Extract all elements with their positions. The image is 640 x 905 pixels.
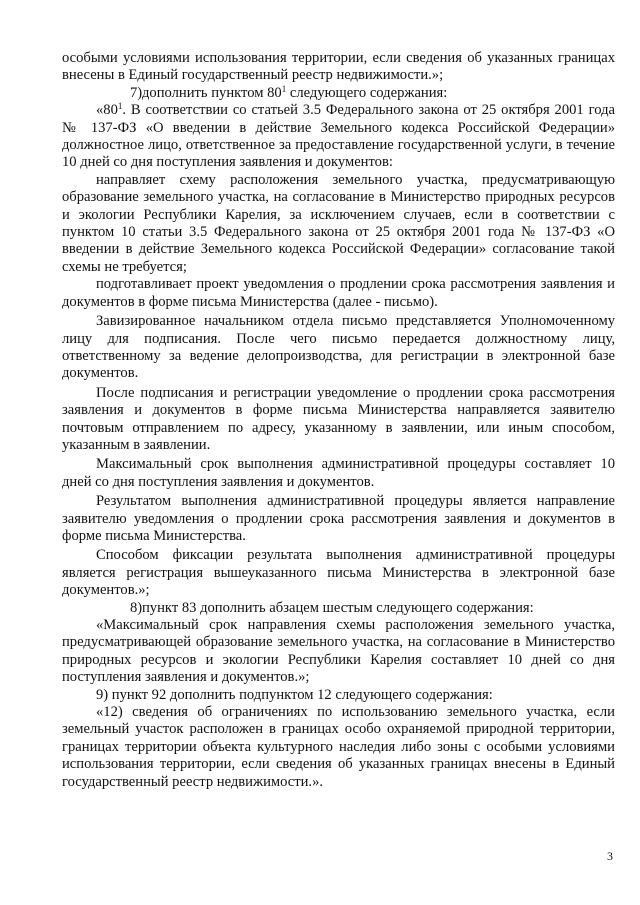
paragraph-max-term: Максимальный срок выполнения административной процедуры составляет 10 дней со дня поступления заявления и документов. [62,456,615,490]
page-number: 3 [607,849,613,863]
paragraph-result: Результатом выполнения административной процедуры является направление заявителю уведомления о продлении срока рассмотрения заявления и документов в форме письма Министерства. [62,493,615,544]
paragraph-fixation: Способом фиксации результата выполнения административной процедуры является регистрация вышеуказанного письма Министерства в электронной базе документов.»; [62,547,615,599]
paragraph-max-term-scheme: «Максимальный срок направления схемы расположения земельного участка, предусматривающей образование земельного участка, на согласование в Министерство природных ресурсов и экологии Республики Карелия составляет 10 дней со дня поступления заявления и документов.»; [62,617,615,686]
paragraph-after-signing: После подписания и регистрации уведомление о продлении срока рассмотрения заявления и документов в форме письма Министерства направляется заявителю почтовым отправлением по адресу, указанному в заявлении, или иным способом, указанным в заявлении. [62,384,615,453]
paragraph-text: . В соответствии со статьей 3.5 Федерального закона от 25 октября 2001 года № 137-ФЗ «О введении в действие Земельного кодекса Российской Федерации» должностное лицо, ответственное за предоставление государственной услуги, в течение 10 дней со дня поступления заявления и документов: [62,102,615,171]
item-8 [62,600,615,617]
paragraph-sends-scheme: направляет схему расположения земельного участка, предусматривающую образование земельного участка, на согласование в Министерство природных ресурсов и экологии Республики Карелия, за исключением случаев, если в соответствии с пунктом 10 статьи 3.5 Федерального закона от 25 октября 2001 года № 137-ФЗ «О введении в действие Земельного кодекса Российской Федерации» согласование такой схемы не требуется; [62,171,615,275]
superscript: 1 [281,83,287,94]
item-text: дополнить пунктом 80 [142,84,282,101]
item-7 [62,85,615,102]
paragraph-prepares-notice: подготавливает проект уведомления о продлении срока рассмотрения заявления и документов в форме письма Министерства (далее - письмо). [62,276,615,310]
paragraph-12-restrictions: «12) сведения об ограничениях по использованию земельного участка, если земельный участок расположен в границах особо охраняемой природной территории, границах территории объекта культурного наследия либо зоны с особыми условиями использования территории, если сведения об указанных границах внесены в Единый государственный реестр недвижимости.». [62,704,615,790]
item-text: пункт 83 дополнить абзацем шестым следующего содержания: [142,599,534,616]
superscript: 1 [117,101,123,112]
paragraph-lead: «80 [96,102,118,119]
paragraph-continuation: особыми условиями использования территории, если сведения об указанных границах внесены в Единый государственный реестр недвижимости.»; [62,50,615,84]
item-text-tail: следующего содержания: [286,84,448,101]
item-number: 8) [130,599,143,616]
item-number: 7) [130,84,143,101]
paragraph-endorsed-letter: Завизированное начальником отдела письмо представляется Уполномоченному лицу для подписания. После чего письмо передается должностному лицу, ответственному за ведение делопроизводства, для регистрации в электронной базе документов. [62,313,615,382]
paragraph-80-1 [62,102,615,172]
document-body [62,50,615,791]
item-9: 9) пункт 92 дополнить подпунктом 12 следующего содержания: [96,686,493,703]
